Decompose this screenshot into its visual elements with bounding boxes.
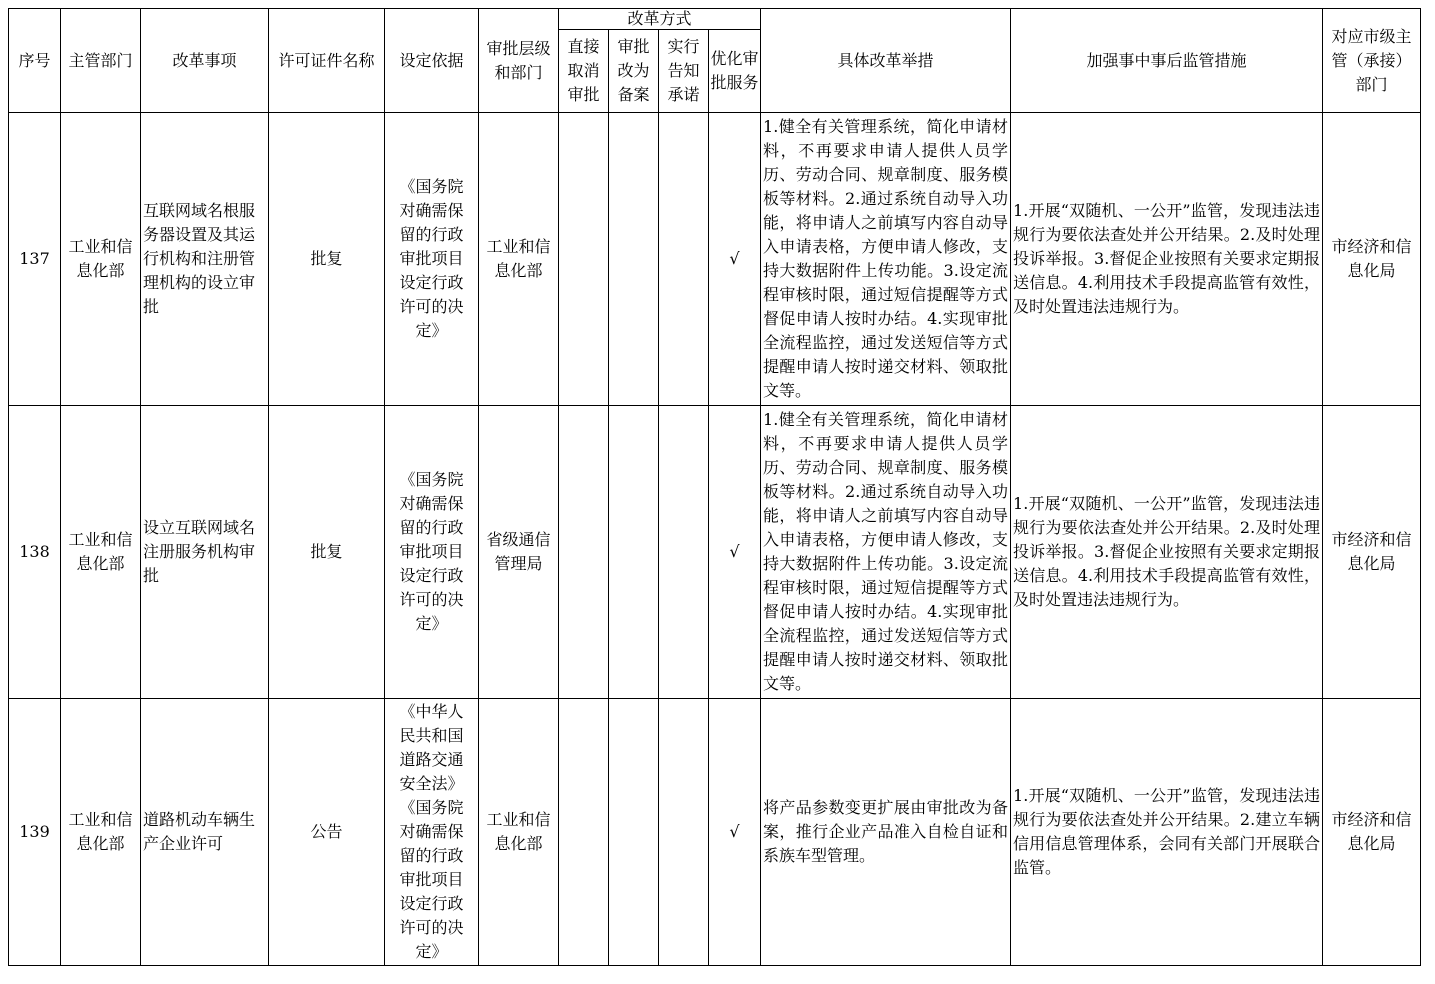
cell-license: 公告: [269, 699, 385, 966]
cell-optimize: √: [709, 113, 761, 406]
cell-city-dept: 市经济和信息化局: [1323, 406, 1421, 699]
cell-dept: 工业和信息化部: [61, 699, 141, 966]
cell-measures: 将产品参数变更扩展由审批改为备案，推行企业产品准入自检自证和系族车型管理。: [761, 699, 1011, 966]
cell-item: 设立互联网域名注册服务机构审批: [141, 406, 269, 699]
cell-supervision: 1.开展“双随机、一公开”监管，发现违法违规行为要依法查处并公开结果。2.及时处理投诉举报。3.督促企业按照有关要求定期报送信息。4.利用技术手段提高监管有效性，及时处置违法违规行为。: [1011, 406, 1323, 699]
cell-optimize: √: [709, 406, 761, 699]
cell-basis: 《中华人民共和国道路交通安全法》《国务院对确需保留的行政审批项目设定行政许可的决定》: [385, 699, 479, 966]
header-supervision: 加强事中事后监管措施: [1011, 9, 1323, 113]
header-measures: 具体改革举措: [761, 9, 1011, 113]
header-license: 许可证件名称: [269, 9, 385, 113]
header-filing: 审批改为备案: [609, 30, 659, 113]
cell-filing: [609, 699, 659, 966]
cell-supervision: 1.开展“双随机、一公开”监管，发现违法违规行为要依法查处并公开结果。2.建立车辆信用信息管理体系，会同有关部门开展联合监管。: [1011, 699, 1323, 966]
cell-filing: [609, 406, 659, 699]
cell-supervision: 1.开展“双随机、一公开”监管，发现违法违规行为要依法查处并公开结果。2.及时处理投诉举报。3.督促企业按照有关要求定期报送信息。4.利用技术手段提高监管有效性，及时处置违法违规行为。: [1011, 113, 1323, 406]
header-optimize: 优化审批服务: [709, 30, 761, 113]
header-basis: 设定依据: [385, 9, 479, 113]
table-row: [9, 699, 1421, 966]
cell-level: 工业和信息化部: [479, 113, 559, 406]
cell-optimize: √: [709, 699, 761, 966]
cell-dept: 工业和信息化部: [61, 406, 141, 699]
cell-city-dept: 市经济和信息化局: [1323, 699, 1421, 966]
table-row: [9, 113, 1421, 406]
header-dept: 主管部门: [61, 9, 141, 113]
cell-notify: [659, 406, 709, 699]
cell-seq: 137: [9, 113, 61, 406]
header-level: 审批层级和部门: [479, 9, 559, 113]
cell-item: 互联网域名根服务器设置及其运行机构和注册管理机构的设立审批: [141, 113, 269, 406]
cell-city-dept: 市经济和信息化局: [1323, 113, 1421, 406]
cell-measures: 1.健全有关管理系统，简化申请材料，不再要求申请人提供人员学历、劳动合同、规章制度、服务模板等材料。2.通过系统自动导入功能，将申请人之前填写内容自动导入申请表格，方便申请人修改，支持大数据附件上传功能。3.设定流程审核时限，通过短信提醒等方式督促申请人按时办结。4.实现审批全流程监控，通过发送短信等方式提醒申请人按时递交材料、领取批文等。: [761, 113, 1011, 406]
cell-basis: 《国务院对确需保留的行政审批项目设定行政许可的决定》: [385, 113, 479, 406]
header-cancel: 直接取消审批: [559, 30, 609, 113]
header-item: 改革事项: [141, 9, 269, 113]
cell-basis: 《国务院对确需保留的行政审批项目设定行政许可的决定》: [385, 406, 479, 699]
cell-notify: [659, 113, 709, 406]
cell-cancel: [559, 699, 609, 966]
cell-measures: 1.健全有关管理系统，简化申请材料，不再要求申请人提供人员学历、劳动合同、规章制度、服务模板等材料。2.通过系统自动导入功能，将申请人之前填写内容自动导入申请表格，方便申请人修改，支持大数据附件上传功能。3.设定流程审核时限，通过短信提醒等方式督促申请人按时办结。4.实现审批全流程监控，通过发送短信等方式提醒申请人按时递交材料、领取批文等。: [761, 406, 1011, 699]
header-reform-mode: 改革方式: [559, 9, 761, 30]
cell-license: 批复: [269, 406, 385, 699]
header-notify: 实行告知承诺: [659, 30, 709, 113]
cell-cancel: [559, 113, 609, 406]
header-city-dept: 对应市级主管（承接）部门: [1323, 9, 1421, 113]
cell-seq: 138: [9, 406, 61, 699]
cell-item: 道路机动车辆生产企业许可: [141, 699, 269, 966]
cell-notify: [659, 699, 709, 966]
cell-seq: 139: [9, 699, 61, 966]
cell-cancel: [559, 406, 609, 699]
header-seq: 序号: [9, 9, 61, 113]
cell-filing: [609, 113, 659, 406]
cell-dept: 工业和信息化部: [61, 113, 141, 406]
table-row: [9, 406, 1421, 699]
cell-license: 批复: [269, 113, 385, 406]
reform-table: [8, 8, 1421, 966]
cell-level: 省级通信管理局: [479, 406, 559, 699]
cell-level: 工业和信息化部: [479, 699, 559, 966]
